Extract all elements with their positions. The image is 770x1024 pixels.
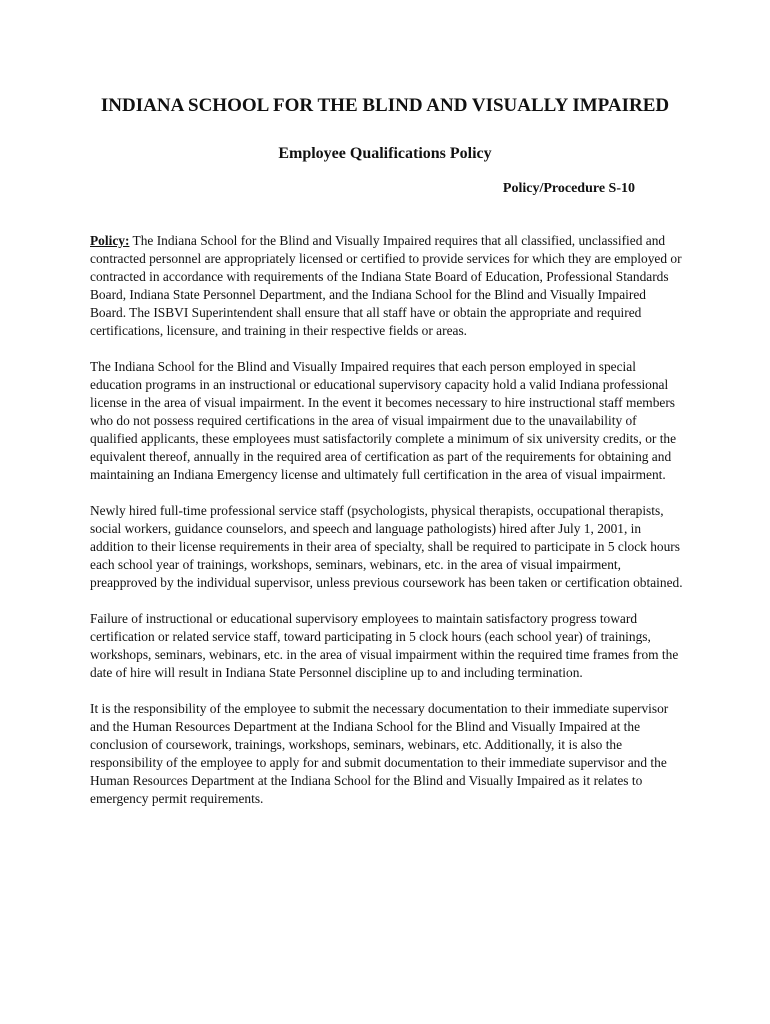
policy-paragraph xyxy=(90,232,685,340)
document-subtitle: Employee Qualifications Policy xyxy=(278,145,492,162)
procedure-number: Policy/Procedure S-10 xyxy=(502,181,635,196)
failure-paragraph: Failure of instructional or educational supervisory employees to maintain satisfactory progress toward certification or related service staff, toward participating in 5 clock hours (each school year) of trainings, workshops, seminars, webinars, etc. in the area of visual impairment within the required time frames from the date of hire will result in Indiana State Personnel discipline up to and including termination. xyxy=(90,611,679,680)
license-paragraph: The Indiana School for the Blind and Visually Impaired requires that each person employed in special education programs in an instructional or educational supervisory capacity hold a valid Indiana professional license in the area of visual impairment. In the event it becomes necessary to hire instructional staff members who do not possess required certifications in the area of visual impairment due to the unavailability of qualified applicants, these employees must satisfactorily complete a minimum of six university credits, or the equivalent thereof, annually in the required area of certification as part of the requirements for obtaining and maintaining an Indiana Emergency license and ultimately full certification in the area of visual impairment. xyxy=(90,359,677,482)
document-title: INDIANA SCHOOL FOR THE BLIND AND VISUALLY IMPAIRED xyxy=(100,95,670,116)
service-staff-paragraph: Newly hired full-time professional service staff (psychologists, physical therapists, occupational therapists, social workers, guidance counselors, and speech and language pathologists) hired after July 1, 2001, in addition to their license requirements in their area of specialty, shall be required to participate in 5 clock hours each school year of trainings, workshops, seminars, webinars, etc. in the area of visual impairment, preapproved by the individual supervisor, unless previous coursework has been taken or certification obtained. xyxy=(90,503,683,590)
policy-label: Policy: xyxy=(90,233,130,248)
policy-text: The Indiana School for the Blind and Visually Impaired requires that all classified, unclassified and contracted personnel are appropriately licensed or certified to provide services for which they are employed or contracted in accordance with requirements of the Indiana State Board of Education, Professional Standards Board, Indiana State Personnel Department, and the Indiana School for the Blind and Visually Impaired Board. The ISBVI Superintendent shall ensure that all staff have or obtain the appropriate and required certifications, licensure, and training in their respective fields or areas. xyxy=(90,233,682,338)
responsibility-paragraph: It is the responsibility of the employee to submit the necessary documentation to their immediate supervisor and the Human Resources Department at the Indiana School for the Blind and Visually Impaired at the conclusion of coursework, trainings, workshops, seminars, webinars, etc. Additionally, it is also the responsibility of the employee to apply for and submit documentation to their immediate supervisor and the Human Resources Department at the Indiana School for the Blind and Visually Impaired as it relates to emergency permit requirements. xyxy=(90,701,669,806)
document-body xyxy=(90,232,685,826)
